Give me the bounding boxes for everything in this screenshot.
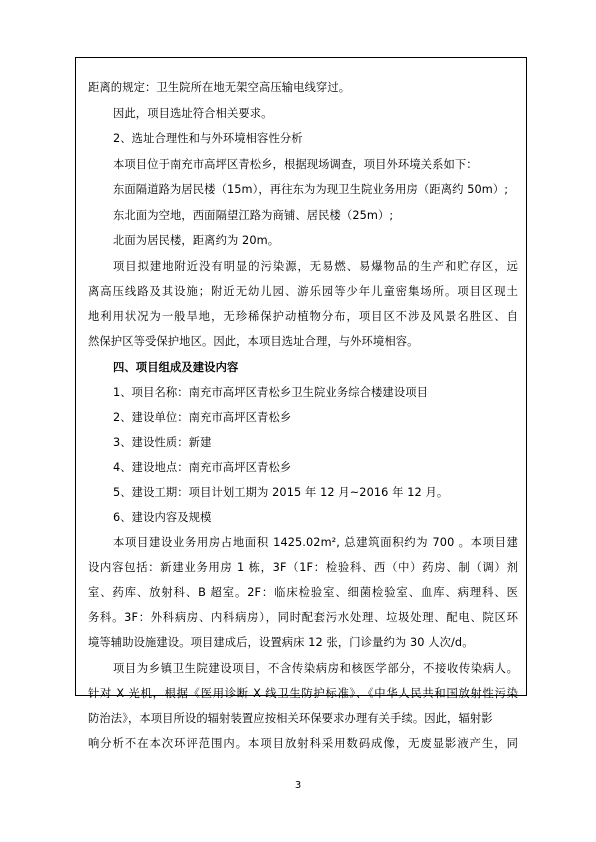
text-line: 东面隔道路为居民楼（15m），再往东为为现卫生院业务用房（距离约 50m）; <box>113 183 509 196</box>
section-heading: 四、项目组成及建设内容 <box>113 361 239 374</box>
text-line: 4、建设地点：南充市高坪区青松乡 <box>113 461 292 474</box>
text-line: 响分析不在本次环评范围内。本项目放射科采用数码成像，无废显影液产生，同 <box>88 737 518 750</box>
section-heading: 2、选址合理性和与外环境相容性分析 <box>113 132 303 145</box>
text-line: 地利用状况为一般旱地，无珍稀保护动植物分布，项目区不涉及风景名胜区、自 <box>88 310 518 323</box>
text-line: 2、建设单位：南充市高坪区青松乡 <box>113 411 292 424</box>
text-line: 本项目建设业务用房占地面积 1425.02m², 总建筑面积约为 700 。本项目建 <box>113 536 518 549</box>
text-line: 境等辅助设施建设。项目建成后，设置病床 12 张，门诊量约为 30 人次/d。 <box>88 636 474 649</box>
text-line: 务科。3F：外科病房、内科病房），同时配套污水处理、垃圾处理、配电、院区环 <box>88 611 518 624</box>
text-line: 因此，项目选址符合相关要求。 <box>113 107 273 120</box>
text-line: 针对 X 光机，根据《医用诊断 X 线卫生防护标准》、《中华人民共和国放射性污染 <box>88 687 518 700</box>
text-line: 然保护区等受保护地区。因此，本项目选址合理，与外环境相容。 <box>88 335 419 348</box>
text-line: 北面为居民楼，距离约为 20m。 <box>113 234 280 247</box>
text-line: 3、建设性质：新建 <box>113 436 212 449</box>
text-line: 本项目位于南充市高坪区青松乡，根据现场调查，项目外环境关系如下： <box>113 158 478 171</box>
text-line: 项目为乡镇卫生院建设项目，不含传染病房和核医学部分，不接收传染病人。 <box>113 662 518 675</box>
content-table-frame <box>75 57 527 696</box>
text-line: 东北面为空地，西面隔望江路为商铺、居民楼（25m）; <box>113 209 394 222</box>
text-line: 防治法》，本项目所设的辐射装置应按相关环保要求办理有关手续。因此，辐射影 <box>88 712 493 725</box>
text-line: 5、建设工期：项目计划工期为 2015 年 12 月~2016 年 12 月。 <box>113 486 449 499</box>
text-line: 1、项目名称：南充市高坪区青松乡卫生院业务综合楼建设项目 <box>113 386 429 399</box>
section-heading: 6、建设内容及规模 <box>113 511 212 524</box>
text-line: 项目拟建地附近没有明显的污染源，无易燃、易爆物品的生产和贮存区，远 <box>113 260 518 273</box>
text-line: 距离的规定：卫生院所在地无架空高压输电线穿过。 <box>88 81 351 94</box>
text-line: 离高压线路及其设施；附近无幼儿园、游乐园等少年儿童密集场所。项目区现土 <box>88 285 518 298</box>
page-number: 3 <box>294 780 302 791</box>
text-line: 设内容包括：新建业务用房 1 栋，3F（1F：检验科、西（中）药房、制（调）剂 <box>88 561 518 574</box>
text-line: 室、药库、放射科、B 超室。2F：临床检验室、细菌检验室、血库、病理科、医 <box>88 586 518 599</box>
